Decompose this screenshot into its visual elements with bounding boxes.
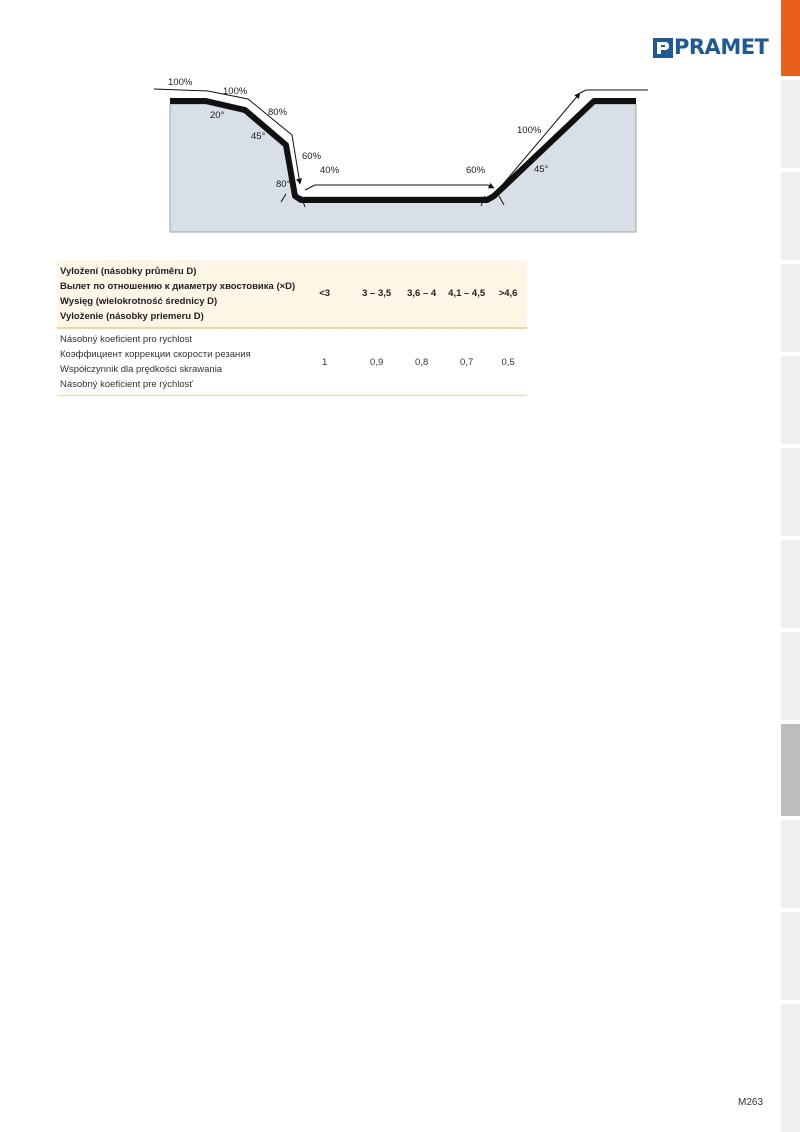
section-tab — [781, 540, 800, 628]
speed-coefficient-table — [57, 260, 527, 396]
header-line: Vyložení (násobky průměru D) — [60, 265, 197, 277]
column-header: <3 — [295, 260, 354, 327]
header-line: Vyloženie (násobky priemeru D) — [60, 310, 204, 322]
column-header: 3,6 – 4 — [399, 260, 444, 327]
row-label-line: Násobný koeficient pro rychlost — [60, 334, 193, 345]
section-tab — [781, 356, 800, 444]
label-100-top: 100% — [168, 77, 193, 88]
table-header-row — [57, 260, 527, 327]
header-line: Вылет по отношению к диаметру хвостовика (×D) — [60, 280, 296, 292]
header-line: Wysięg (wielokrotność średnicy D) — [60, 295, 218, 307]
table-cell: 0,7 — [460, 356, 474, 368]
tool-path — [580, 90, 648, 93]
label-angle-20: 20° — [210, 110, 225, 121]
column-header: >4,6 — [489, 260, 527, 327]
workpiece-shape — [170, 104, 636, 232]
table-cell: 0,8 — [415, 356, 429, 368]
section-tab-strip — [781, 0, 800, 1132]
table-row — [57, 329, 527, 395]
table-divider — [57, 395, 527, 396]
table-cell: 0,5 — [501, 356, 515, 368]
label-60-left: 60% — [302, 151, 322, 162]
row-label-line: Współczynnik dla prędkości skrawania — [60, 364, 223, 375]
pramet-logo-mark-icon — [652, 37, 674, 59]
label-100-right: 100% — [517, 125, 542, 136]
label-angle-45-left: 45° — [251, 131, 266, 142]
row-label-line: Коэффициент коррекции скорости резания — [60, 349, 251, 360]
overhang-header-label — [57, 260, 295, 327]
section-tab-current — [781, 724, 800, 816]
row-label-line: Násobný koeficient pre rýchlosť — [60, 379, 193, 390]
label-60-right: 60% — [466, 165, 486, 176]
section-tab-active-marker — [781, 0, 800, 76]
table-cell: 1 — [322, 356, 328, 368]
section-tab — [781, 80, 800, 168]
label-40: 40% — [320, 165, 340, 176]
section-tab — [781, 172, 800, 260]
section-tab — [781, 632, 800, 720]
column-header: 3 – 3,5 — [354, 260, 399, 327]
coefficient-row-label — [57, 329, 295, 395]
tool-path — [305, 185, 494, 190]
label-100-second: 100% — [223, 86, 248, 97]
pramet-logo — [652, 35, 769, 60]
column-header: 4,1 – 4,5 — [444, 260, 489, 327]
section-tab — [781, 820, 800, 908]
page-number: M263 — [738, 1097, 764, 1108]
label-angle-80: 80° — [276, 179, 291, 190]
table-cell: 0,9 — [370, 356, 384, 368]
section-tab — [781, 448, 800, 536]
engagement-diagram — [150, 72, 650, 238]
section-tab — [781, 264, 800, 352]
section-tab — [781, 912, 800, 1000]
section-tab — [781, 1004, 800, 1132]
logo-text: PRAMET — [674, 35, 769, 59]
label-angle-45-right: 45° — [534, 164, 549, 175]
label-80: 80% — [268, 107, 288, 118]
